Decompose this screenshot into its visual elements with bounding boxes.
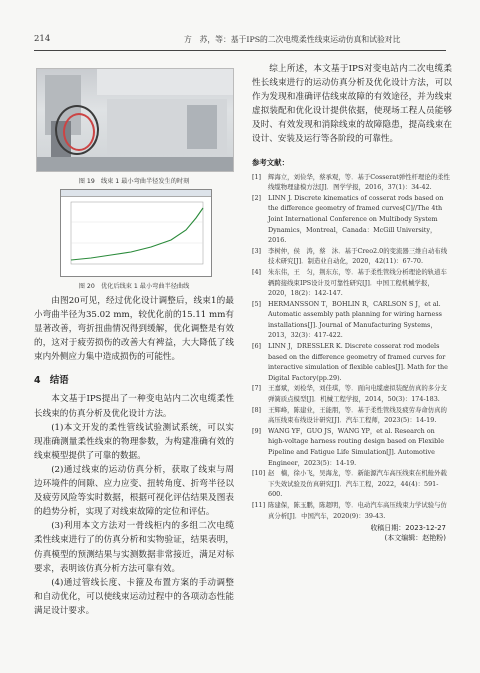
reference-item: [1] 辉海立，刘俭华，蔡承观，等．基于Cosserat弹性杆理论的柔性线缆物理建模方法[J]．图学学报，2016，37(1)：34-42.: [252, 172, 450, 192]
left-column: [34, 62, 234, 618]
paragraph: (1)本文开发的柔性管线试验测试系统，可以实现准确测量柔性线束的物理参数，为构建准确有效的线束模型提供了可靠的数据。: [34, 422, 234, 461]
reference-item: [6] LINN J，DRESSLER K. Discrete cosserat rod models based on the difference geometry of framed curves for interactive simulation of flexible cables[J]. Math for the Digital Factory(pp.29).: [252, 342, 448, 382]
paragraph: (4)通过管线长度、卡箍及布置方案的手动调整和自动优化，可以使线束运动过程中的各项动态性能满足设计要求。: [34, 577, 234, 616]
reference-item: [7] 王嘉斌，刘检华，刘佳琪，等．面向电缆虚拟装配仿真的多分支弹簧质点模型[J]．机械工程学报，2014，50(3)：174-183.: [252, 384, 447, 404]
paragraph: (3)利用本文方法对一骨线柜内的多组二次电缆柔性线束进行了的仿真分析和实物验证，结果表明，仿真模型的预测结果与实测数据非常接近，满足对标要求，表明该仿真分析方法可靠有效。: [34, 521, 234, 574]
figure-19-photo: [36, 68, 234, 172]
received-date: 收稿日期：2023-12-27: [370, 524, 446, 533]
min-bend-radius-curve: [61, 196, 211, 276]
running-title: 方 苏，等：基于IPS的二次电缆柔性线束运动仿真和试验对比: [184, 35, 401, 44]
figure-19-caption: 图 19 线束 1 最小弯曲半径发生的时刻: [78, 178, 190, 185]
reference-item: [4] 朱东伟，王 匀，荆东东，等．基于柔性管线分析理论的轨道车辆跨接线束IPS设计及可靠性研究[J]．中国工程机械学报，2020，18(2)：142-147.: [252, 267, 447, 298]
figure-20-plot: [60, 189, 212, 277]
reference-item: [5] HERMANSSON T，BOHLIN R，CARLSON S J，et al. Automatic assembly path planning for wiring harness installations[J]. Journal of Manufacturing Systems，2013，32(3)：417-422.: [252, 299, 442, 340]
reference-item: [10] 赵 楠，徐小飞，吴海龙，等．新能源汽车高压线束在机舱外载下失效试验及仿真研究[J]．汽车工程，2022，44(4)：591-600.: [252, 469, 447, 499]
paragraph: 本文基于IPS提出了一种变电站内二次电缆柔性长线束的仿真分析及优化设计方法。: [34, 394, 234, 419]
reference-item: [8] 王辉峰，陈建业，王能朋，等．基于柔性管线及疲劳寿命仿真的高压线束布线设计研究[J]．汽车工程师，2023(5)：14-19.: [252, 405, 447, 425]
reference-item: [3] 李树仲，侯 涛，蔡 沐．基于Creo2.0的变流器三维自动布线技术研究[J]．制造业自动化，2020，42(11)：67-70.: [252, 246, 448, 266]
page-header: [34, 34, 450, 50]
section-heading-conclusion: 4 结语: [34, 375, 69, 387]
paragraph: (2)通过线束的运动仿真分析，获取了线束与周边环境件的间隙、应力应变、扭转角度、折弯半径以及疲劳风险等实时数据，根据可视化评估结果及图表的趋势分析，实现了对线束故障的定位和评估。: [34, 464, 234, 518]
paragraph: 综上所述，本文基于IPS对变电站内二次电缆柔性长线束进行的运动仿真分析及优化设计方法，可以作为发现和准确评估线束故障的有效途径，并为线束虚拟装配和优化设计提供依据，使现场工程人员能够及时、有效发现和消除线束的故障隐患，提高线束在设计、安装及运行等各阶段的可靠性。: [252, 64, 452, 145]
references-title: 参考文献：: [252, 157, 289, 167]
page-number: 214: [34, 34, 51, 44]
figure-20-caption: 图 20 优化后线束 1 最小弯曲半径曲线: [78, 283, 190, 290]
paragraph: 由图20可见，经过优化设计调整后，线束1的最小弯曲半径为35.02 mm，较优化前的15.11 mm有显著改善，弯折扭曲情况得到缓解，优化调整是有效的，这对于疲劳损伤的改善大有裨益，大大降低了线束内外侧应力集中造成损伤的可能性。: [34, 296, 234, 363]
reference-list: [252, 172, 452, 522]
editor-note: (本文编辑：赵艳粉): [384, 534, 446, 543]
header-rule: [34, 50, 446, 51]
reference-item: [2] LINN J. Discrete kinematics of cosserat rods based on the difference geometry of framed curves[C]//The 4th Joint International Conference on Multibody System Dynamics，Montreal，Canada：McGill University，2016.: [252, 193, 444, 245]
reference-item: [9] WANG YF，GUO JS，WANG YP，et al. Research on high-voltage harness routing design based on Flexible Pipeline and Fatigue Life Simulation[J]. Automotive Engineer，2023(5)：14-19.: [252, 426, 444, 467]
reference-item: [11] 陈建保，陈玉鹏，陈超明，等．电动汽车高压线束力学试验与仿真分析[J]．中国汽车，2020(9)：39-43.: [252, 500, 447, 520]
right-column: [252, 62, 452, 543]
